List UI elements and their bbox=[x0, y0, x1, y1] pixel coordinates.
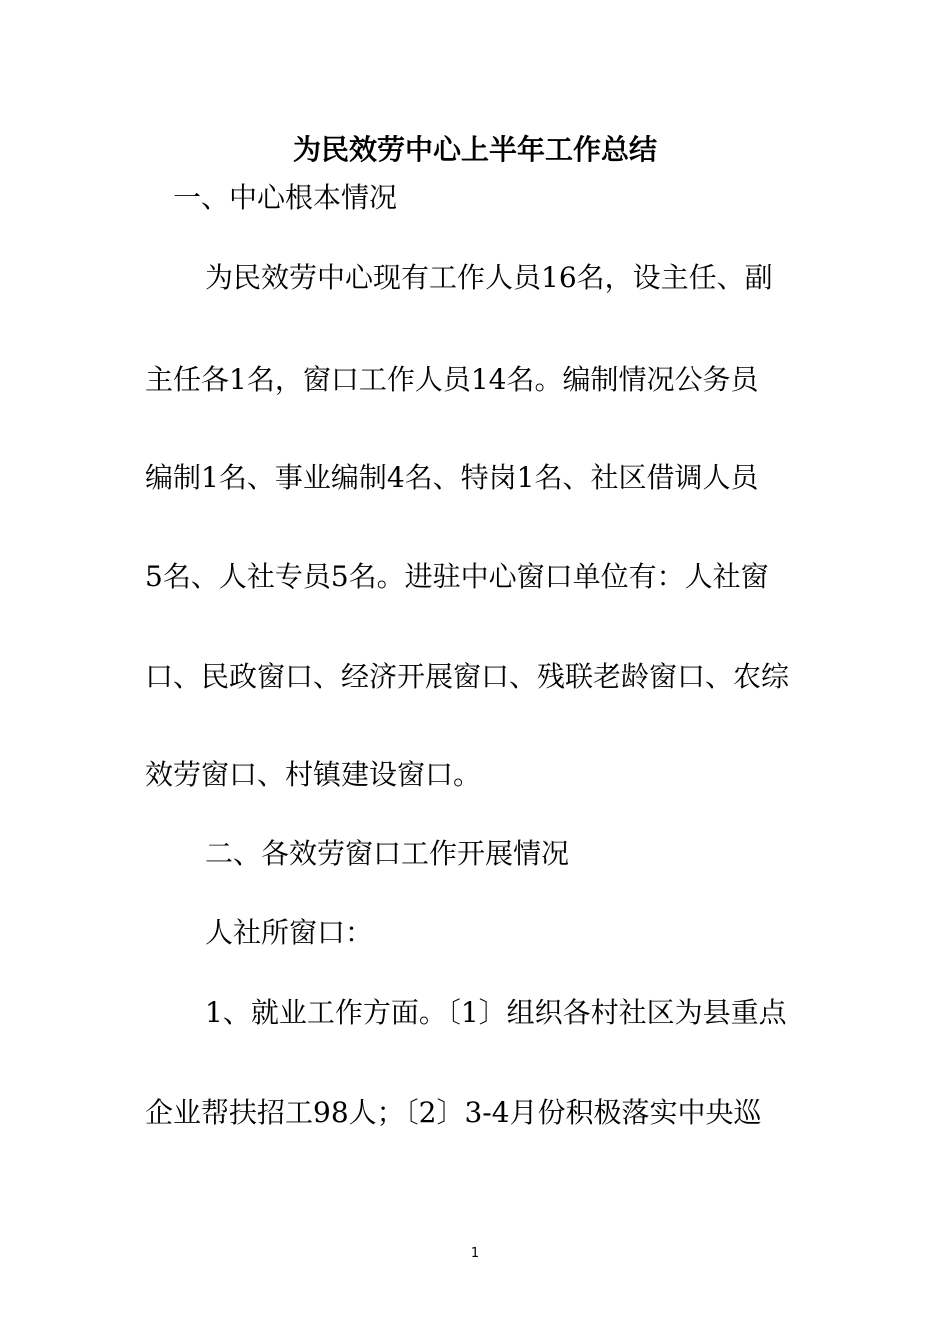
paragraph-2-line-1: 1、就业工作方面。〔1〕组织各村社区为县重点 bbox=[205, 996, 787, 1029]
subheading-renshe-window: 人社所窗口： bbox=[205, 916, 374, 949]
paragraph-1-line-4: 5名、人社专员5名。进驻中心窗口单位有：人社窗 bbox=[145, 560, 769, 593]
paragraph-1-line-2: 主任各1名，窗口工作人员14名。编制情况公务员 bbox=[145, 363, 759, 396]
paragraph-1-line-6: 效劳窗口、村镇建设窗口。 bbox=[145, 758, 482, 791]
section-heading-1: 一、中心根本情况 bbox=[173, 181, 398, 214]
paragraph-1-line-5: 口、民政窗口、经济开展窗口、残联老龄窗口、农综 bbox=[145, 660, 790, 693]
paragraph-1-line-3: 编制1名、事业编制4名、特岗1名、社区借调人员 bbox=[145, 461, 759, 494]
document-title: 为民效劳中心上半年工作总结 bbox=[292, 133, 657, 166]
paragraph-2-line-2: 企业帮扶招工98人；〔2〕3-4月份积极落实中央巡 bbox=[145, 1096, 762, 1129]
section-heading-2: 二、各效劳窗口工作开展情况 bbox=[205, 837, 570, 870]
paragraph-1-line-1: 为民效劳中心现有工作人员16名，设主任、副 bbox=[205, 261, 773, 294]
page-number: 1 bbox=[470, 1246, 480, 1261]
